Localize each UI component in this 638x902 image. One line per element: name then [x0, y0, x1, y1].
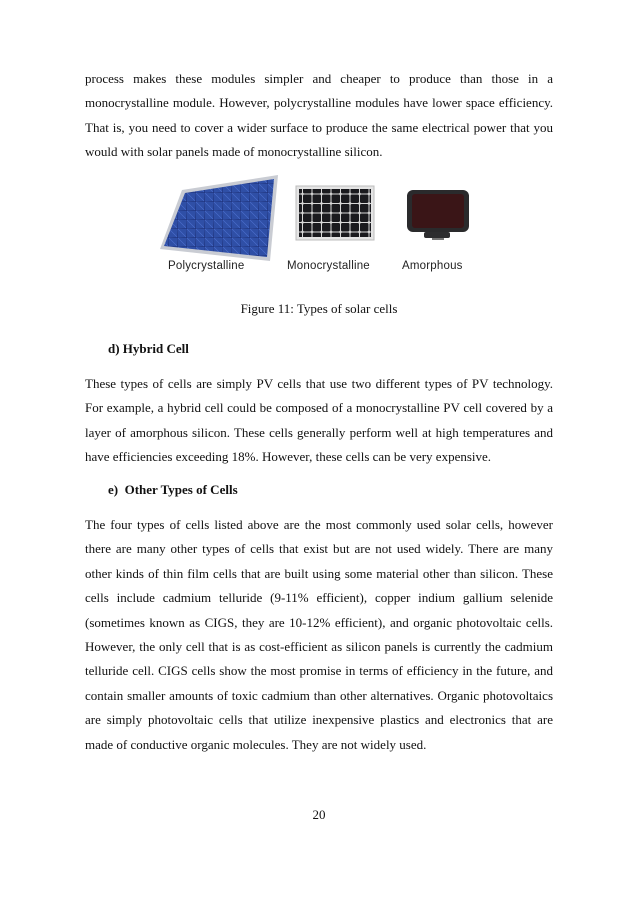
polycrystalline-panel-image: [160, 175, 278, 261]
intro-paragraph: process makes these modules simpler and cheaper to produce than those in a monocrystalline module. However, polycrystalline modules have lower space efficiency. That is, you need to cover a wider surface to produce the same electrical power that you would with solar panels made of monocrystalline silicon.: [85, 71, 553, 160]
figure-label-polycrystalline: Polycrystalline: [168, 260, 245, 272]
heading-hybrid-cell: d) Hybrid Cell: [108, 341, 189, 356]
page-number: 20: [312, 807, 326, 822]
figure-caption: Figure 11: Types of solar cells: [240, 301, 398, 316]
monocrystalline-panel-image: [296, 186, 374, 240]
figure-label-monocrystalline: Monocrystalline: [287, 260, 370, 272]
heading-other-types: e) Other Types of Cells: [108, 482, 238, 497]
paragraph-hybrid-cell: These types of cells are simply PV cells that use two different types of PV technology. For example, a hybrid cell could be composed of a monocrystalline PV cell covered by a layer of amorphous silicon. These cells generally perform well at high temperatures and have efficiencies exceeding 18%. However, these cells can be very expensive.: [85, 376, 553, 465]
paragraph-other-types: The four types of cells listed above are the most commonly used solar cells, however there are many other types of cells that exist but are not used widely. There are many other kinds of thin film cells that are built using some material other than silicon. These cells include cadmium telluride (9-11% efficient), copper indium gallium selenide (sometimes known as CIGS, they are 10-12% efficient), and organic photovoltaic cells. However, the only cell that is as cost-efficient as silicon panels is currently the cadmium telluride cell. CIGS cells show the most promise in terms of efficiency in the future, and contain smaller amounts of toxic cadmium than other alternatives. Organic photovoltaics are simply photovoltaic cells that utilize inexpensive plastics and electronics that are made of conductive organic molecules. They are not widely used.: [85, 517, 553, 752]
amorphous-panel-image: [407, 190, 469, 240]
figure-label-amorphous: Amorphous: [402, 260, 463, 272]
